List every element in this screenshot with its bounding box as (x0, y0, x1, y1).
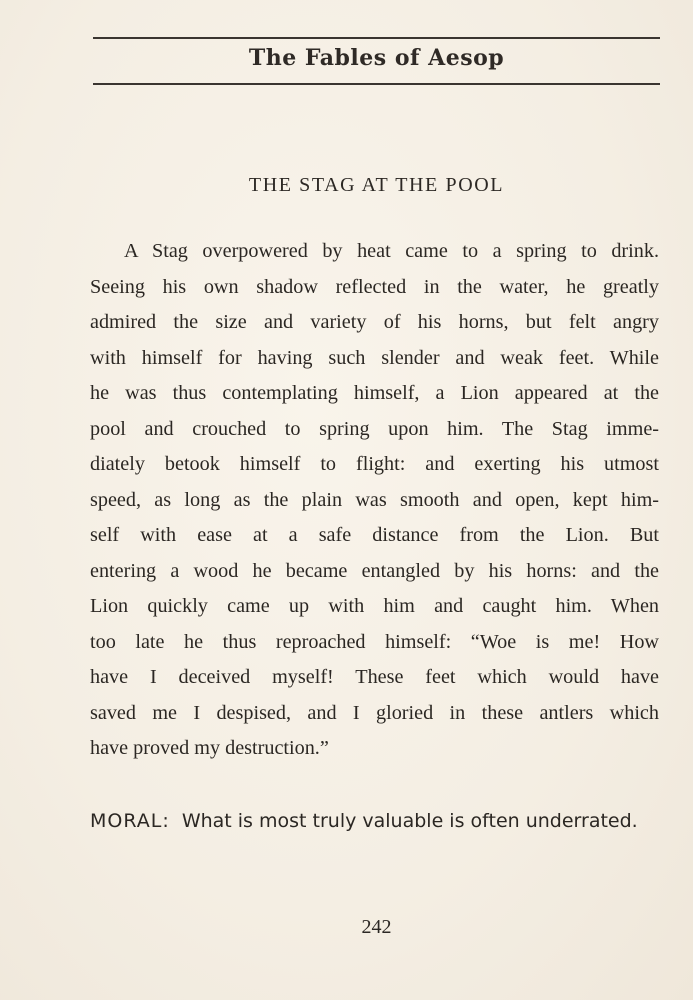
body-line: admired the size and variety of his horns, but felt angry (90, 311, 659, 333)
header-rule-top (93, 37, 660, 39)
body-line: diately betook himself to flight: and exerting his utmost (90, 453, 659, 475)
body-line: too late he thus reproached himself: “Woe is me! How (90, 630, 659, 653)
running-head: The Fables of Aesop (248, 45, 505, 71)
body-line: saved me I despised, and I gloried in these antlers which (90, 701, 659, 724)
fable-title: THE STAG AT THE POOL (248, 174, 505, 196)
page-number: 242 (361, 916, 392, 938)
body-line: with himself for having such slender and weak feet. While (90, 346, 659, 369)
body-line: speed, as long as the plain was smooth and open, kept him- (90, 488, 659, 511)
fable-body (90, 234, 659, 767)
body-line: A Stag overpowered by heat came to a spring to drink. (124, 240, 659, 262)
moral-text: What is most truly valuable is often underrated. (181, 810, 638, 832)
moral (90, 810, 659, 832)
body-line: Lion quickly came up with him and caught him. When (90, 595, 659, 617)
body-line: entering a wood he became entangled by his horns: and the (90, 559, 659, 582)
body-line: self with ease at a safe distance from the Lion. But (90, 524, 659, 546)
body-line: have I deceived myself! These feet which would have (90, 666, 659, 688)
moral-label: MORAL: (90, 810, 170, 832)
body-line: Seeing his own shadow reflected in the water, he greatly (90, 275, 659, 298)
header-rule-bottom (93, 83, 660, 85)
body-line: pool and crouched to spring upon him. The Stag imme- (90, 417, 659, 440)
body-line: he was thus contemplating himself, a Lion appeared at the (90, 382, 659, 404)
body-line: have proved my destruction.” (90, 737, 329, 759)
